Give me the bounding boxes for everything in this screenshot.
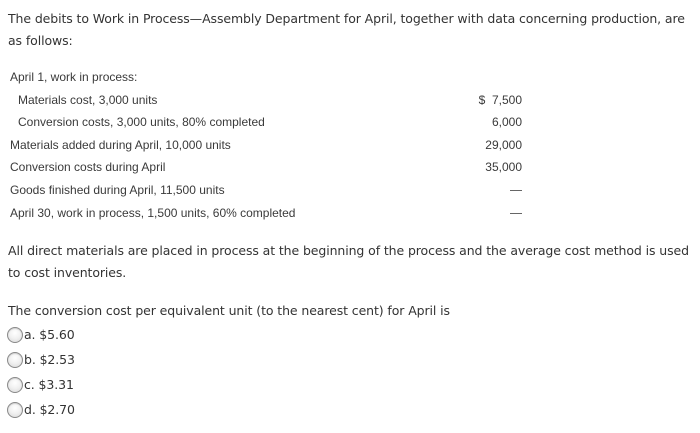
row-label: April 1, work in process: [10,70,138,84]
row-label: Conversion costs during April [10,160,166,175]
table-row [10,89,522,112]
table-row [10,202,522,225]
row-value: $ 7,500 [478,92,522,107]
row-label: Materials added during April, 10,000 units [10,137,231,152]
radio-button-icon[interactable] [7,402,23,418]
table-row [10,179,522,202]
question-text: The conversion cost per equivalent unit (to the nearest cent) for April is [8,303,450,318]
option-c[interactable] [7,372,75,397]
option-label[interactable]: d. $2.70 [24,402,75,417]
row-value: 29,000 [485,137,522,152]
row-value: 6,000 [491,115,522,130]
option-a[interactable] [7,322,75,347]
radio-button-icon[interactable] [7,352,23,368]
row-value-dash [510,202,522,225]
radio-button-icon[interactable] [7,377,23,393]
table-row [10,134,522,157]
method-note: All direct materials are placed in process at the beginning of the process and the average cost method is used to cost inventories. [8,243,689,280]
table-row [10,66,522,89]
row-label: Conversion costs, 3,000 units, 80% completed [18,115,265,130]
radio-button-icon[interactable] [7,327,23,343]
row-value: 35,000 [485,160,522,175]
row-label: April 30, work in process, 1,500 units, 60% completed [10,205,296,220]
answer-options [7,322,75,422]
dash-icon [510,213,522,214]
row-label: Goods finished during April, 11,500 units [10,182,225,197]
problem-intro: The debits to Work in Process—Assembly Department for April, together with data concerning production, are as follows: [8,11,685,48]
table-row [10,156,522,179]
option-d[interactable] [7,397,75,422]
option-label[interactable]: c. $3.31 [24,377,74,392]
table-row [10,111,522,134]
row-label: Materials cost, 3,000 units [18,92,158,107]
option-label[interactable]: b. $2.53 [24,352,75,367]
dash-icon [510,190,522,191]
option-b[interactable] [7,347,75,372]
option-label[interactable]: a. $5.60 [24,327,75,342]
cost-data-table [10,66,522,224]
row-value-dash [510,179,522,202]
